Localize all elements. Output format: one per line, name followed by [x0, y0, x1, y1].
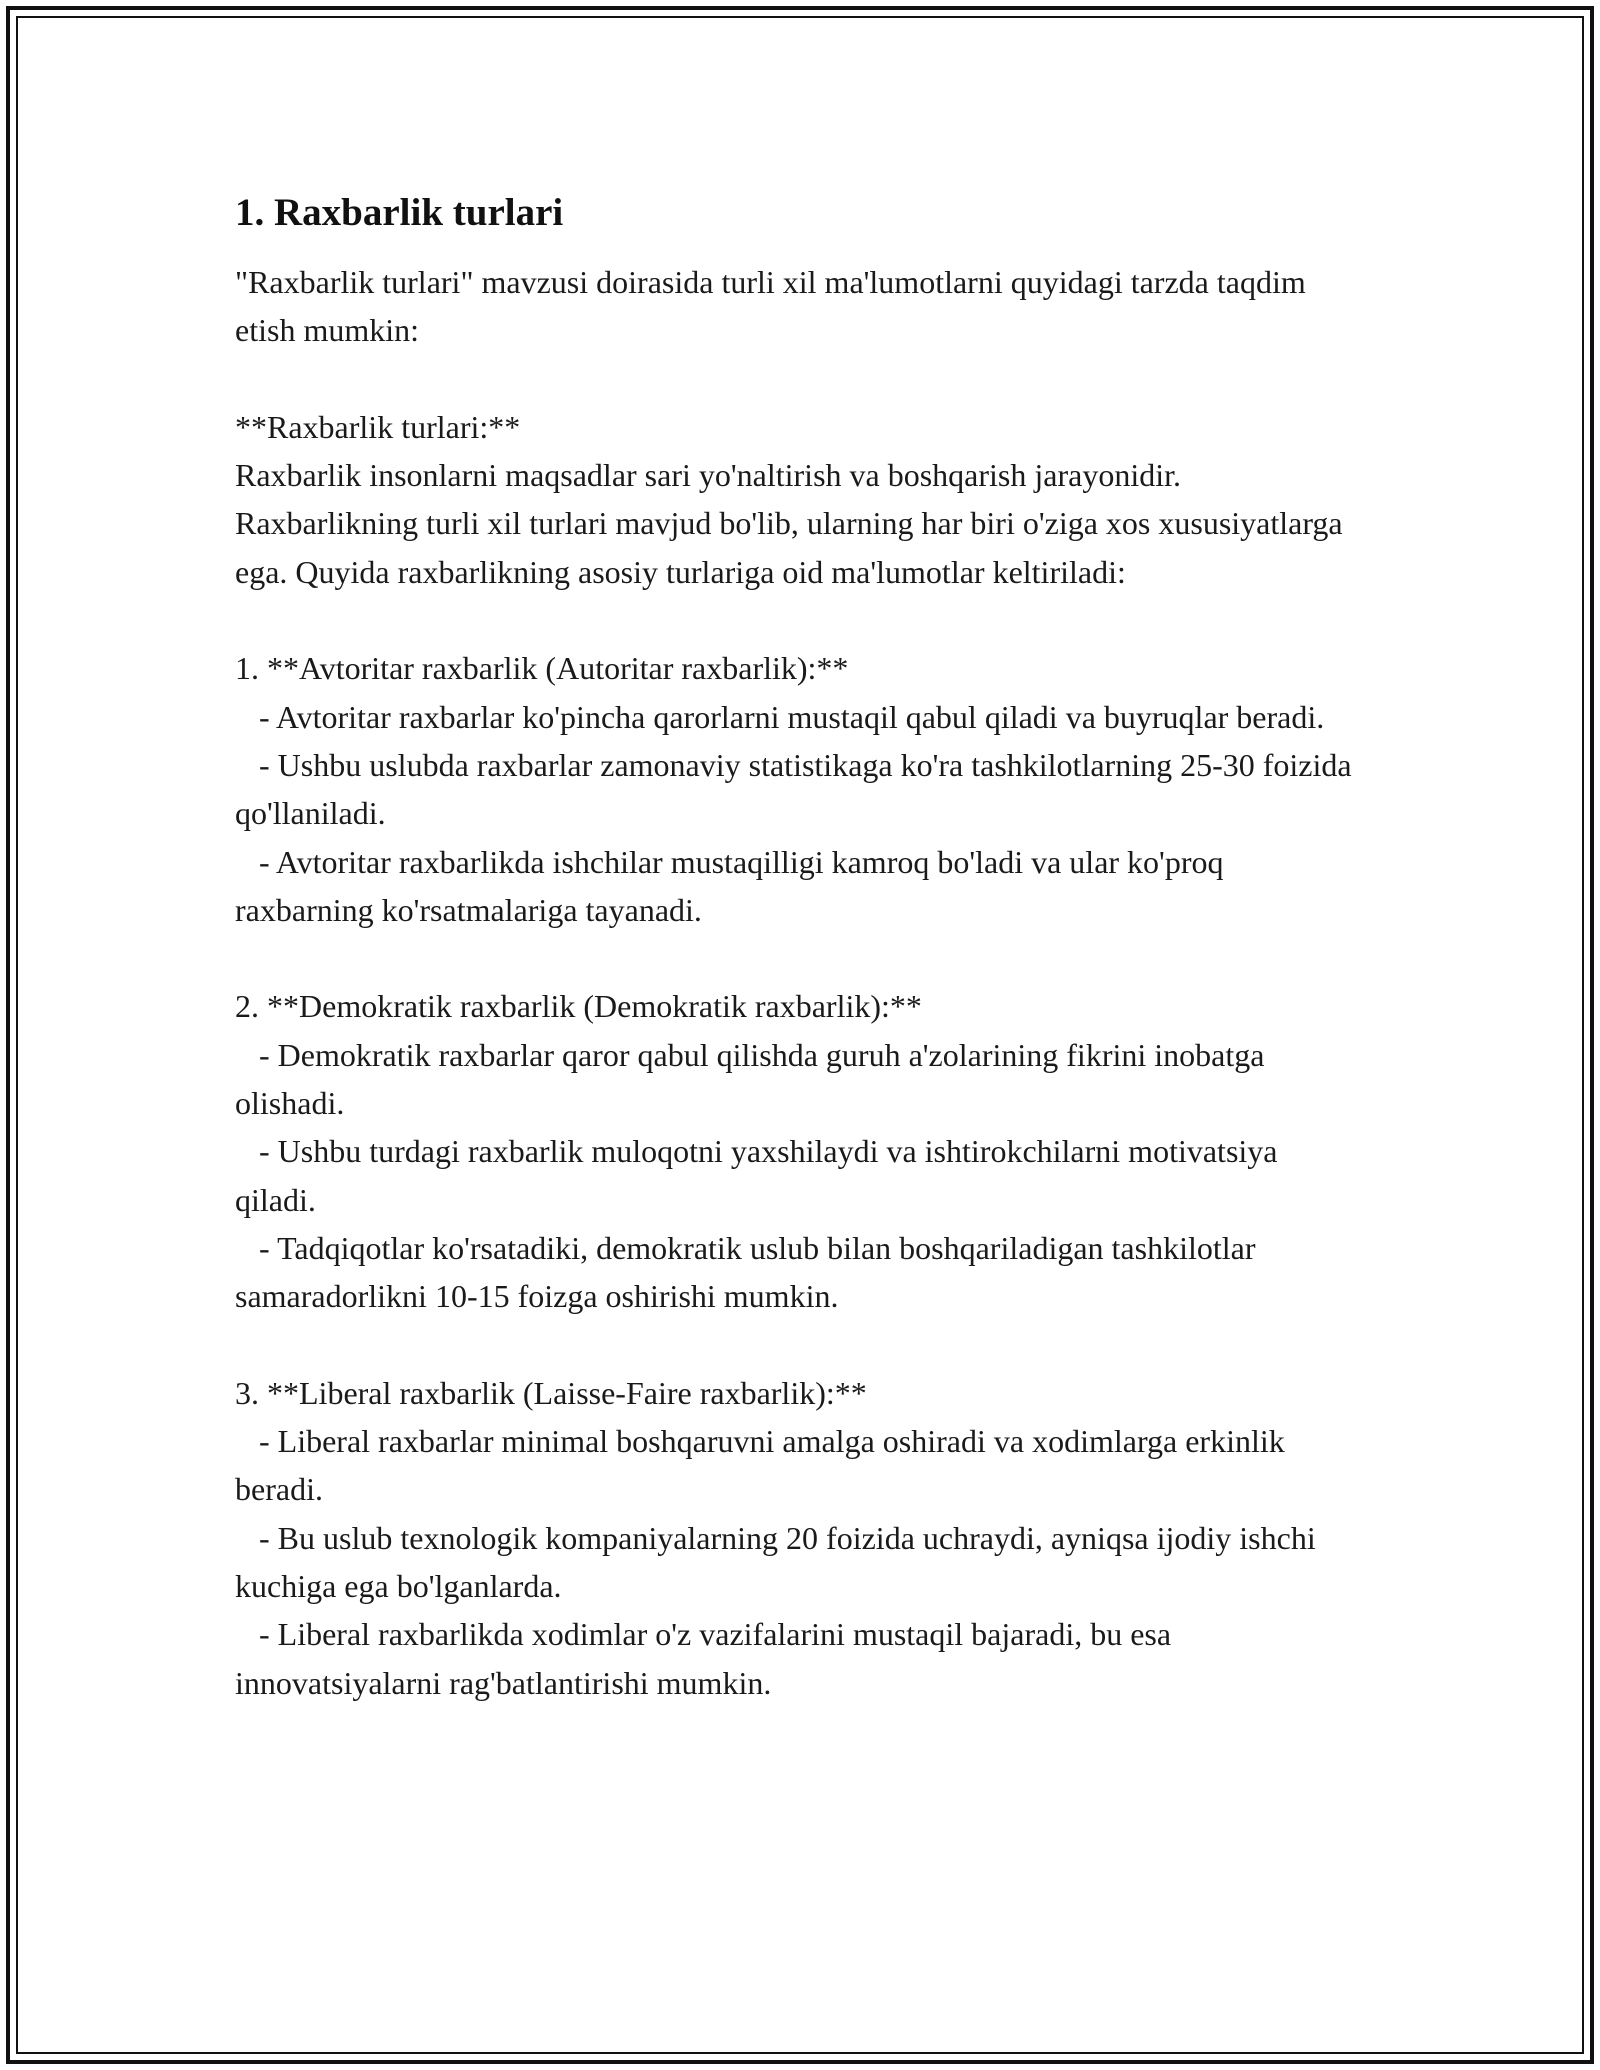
type-point: - Avtoritar raxbarlikda ishchilar mustaqilligi kamroq bo'ladi va ular ko'proq raxbarning ko'rsatmalariga tayanadi.	[235, 843, 1232, 928]
type-point: - Demokratik raxbarlar qaror qabul qilishda guruh a'zolarining fikrini inobatga olishadi.	[235, 1036, 1273, 1122]
leadership-type-2	[235, 982, 1365, 1320]
section-title: **Raxbarlik turlari:**	[235, 408, 521, 445]
type-title: 3. **Liberal raxbarlik (Laisse-Faire raxbarlik):**	[235, 1374, 867, 1411]
document-body	[235, 188, 1365, 1707]
type-point: - Tadqiqotlar ko'rsatadiki, demokratik uslub bilan boshqariladigan tashkilotlar samaradorlikni 10-15 foizga oshirishi mumkin.	[235, 1229, 1264, 1315]
intro-paragraph: "Raxbarlik turlari" mavzusi doirasida turli xil ma'lumotlarni quyidagi tarzda taqdim etish mumkin:	[235, 264, 1314, 349]
type-point: - Bu uslub texnologik kompaniyalarning 20 foizida uchraydi, ayniqsa ijodiy ishchi kuchiga ega bo'lganlarda.	[235, 1519, 1324, 1605]
type-point: - Ushbu uslubda raxbarlar zamonaviy statistikaga ko'ra tashkilotlarning 25-30 foizida qo'llaniladi.	[235, 746, 1360, 832]
type-title: 1. **Avtoritar raxbarlik (Autoritar raxbarlik):**	[235, 650, 849, 687]
leadership-type-3	[235, 1369, 1365, 1707]
document-heading: 1. Raxbarlik turlari	[235, 191, 564, 234]
type-point: - Liberal raxbarlar minimal boshqaruvni amalga oshiradi va xodimlarga erkinlik beradi.	[235, 1423, 1293, 1508]
spacer	[235, 355, 1365, 403]
spacer	[235, 596, 1365, 644]
type-title: 2. **Demokratik raxbarlik (Demokratik raxbarlik):**	[235, 988, 922, 1025]
type-point: - Liberal raxbarlikda xodimlar o'z vazifalarini mustaqil bajaradi, bu esa innovatsiyalarni rag'batlantirishi mumkin.	[235, 1616, 1180, 1701]
section-paragraph: Raxbarlik insonlarni maqsadlar sari yo'naltirish va boshqarish jarayonidir. Raxbarlikning turli xil turlari mavjud bo'lib, ularning har biri o'ziga xos xususiyatlarga ega. Quyida raxbarlikning asosiy turlariga oid ma'lumotlar keltiriladi:	[235, 457, 1351, 590]
leadership-type-1	[235, 644, 1365, 934]
type-point: - Ushbu turdagi raxbarlik muloqotni yaxshilaydi va ishtirokchilarni motivatsiya qiladi.	[235, 1133, 1286, 1218]
spacer	[235, 1321, 1365, 1369]
type-point: - Avtoritar raxbarlar ko'pincha qarorlarni mustaqil qabul qiladi va buyruqlar beradi.	[235, 698, 1325, 735]
spacer	[235, 934, 1365, 982]
